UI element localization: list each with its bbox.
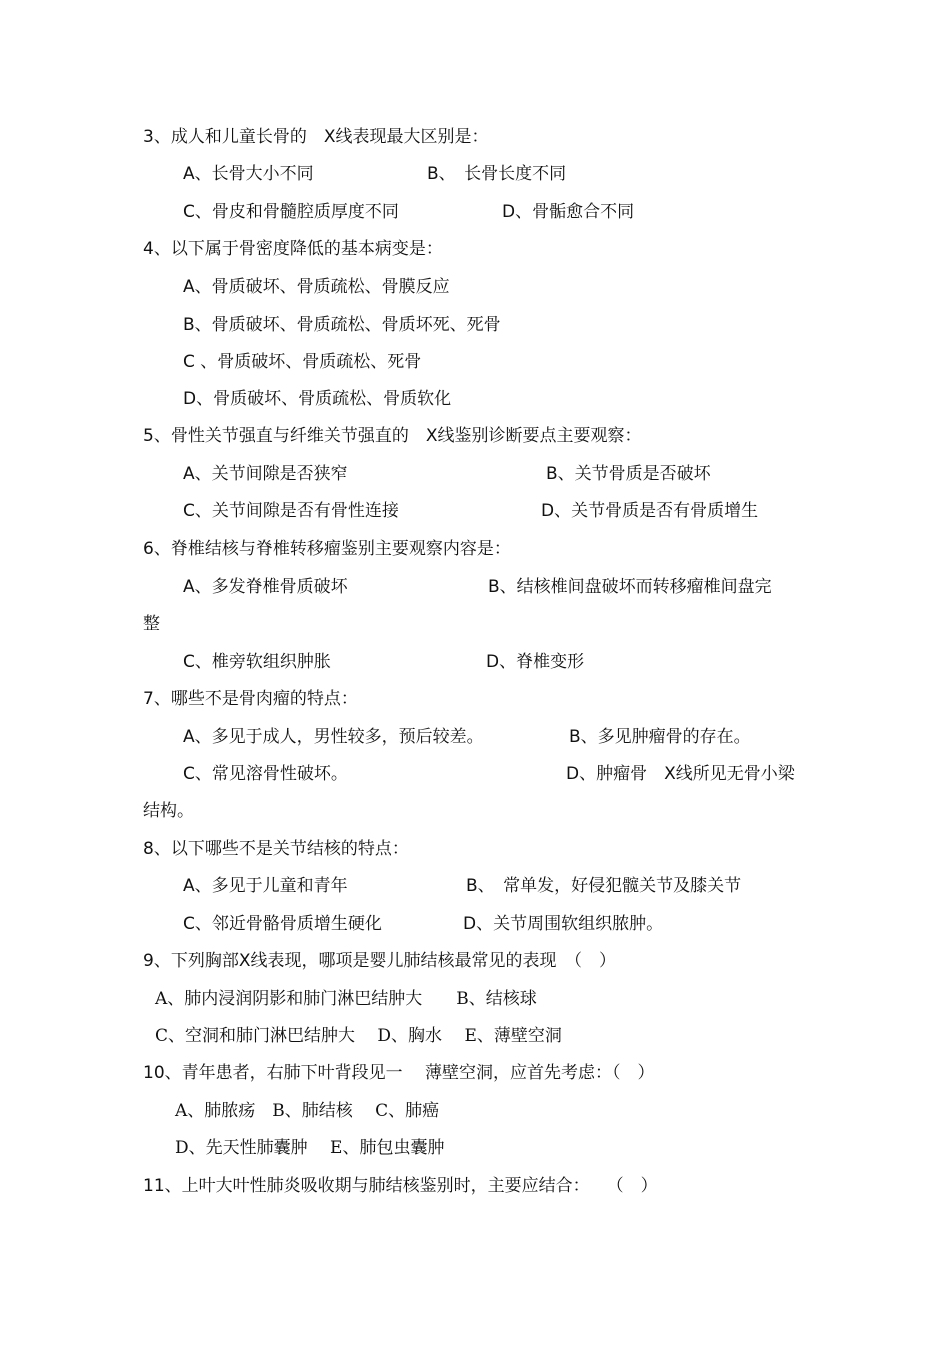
option-d: D、关节周围软组织脓肿。	[463, 914, 664, 934]
option-d: D、骨质破坏、骨质疏松、骨质软化	[183, 389, 452, 409]
question-stem: 7、哪些不是骨肉瘤的特点：	[143, 689, 358, 709]
option-a: A、多发脊椎骨质破坏	[183, 577, 348, 597]
question-stem: 11、上叶大叶性肺炎吸收期与肺结核鉴别时，主要应结合： （ ）	[143, 1176, 658, 1196]
option-d: D、关节骨质是否有骨质增生	[541, 501, 759, 521]
option-b: B、 常单发，好侵犯髋关节及膝关节	[466, 876, 742, 896]
option-a: A、关节间隙是否狭窄	[183, 464, 348, 484]
option-a: A、骨质破坏、骨质疏松、骨膜反应	[183, 277, 450, 297]
question-stem: 6、脊椎结核与脊椎转移瘤鉴别主要观察内容是：	[143, 539, 511, 559]
option-d: D、骨骺愈合不同	[502, 202, 635, 222]
option-b: B、骨质破坏、骨质疏松、骨质坏死、死骨	[183, 315, 501, 335]
options-ab: A、肺内浸润阴影和肺门淋巴结肿大 B、结核球	[155, 989, 537, 1009]
options-cde: C、空洞和肺门淋巴结肿大 D、胸水 E、薄壁空洞	[155, 1026, 562, 1046]
option-c: C、邻近骨骼骨质增生硬化	[183, 914, 382, 934]
option-a: A、多见于成人，男性较多，预后较差。	[183, 727, 484, 747]
option-b-continued: 整	[143, 614, 160, 634]
question-stem: 4、以下属于骨密度降低的基本病变是：	[143, 239, 443, 259]
option-c: C、椎旁软组织肿胀	[183, 652, 331, 672]
question-stem: 5、骨性关节强直与纤维关节强直的 X线鉴别诊断要点主要观察：	[143, 426, 642, 446]
option-c: C、骨皮和骨髓腔质厚度不同	[183, 202, 399, 222]
option-c: C、关节间隙是否有骨性连接	[183, 501, 399, 521]
options-de: D、先天性肺囊肿 E、肺包虫囊肿	[175, 1138, 445, 1158]
option-b: B、多见肿瘤骨的存在。	[569, 727, 751, 747]
question-stem: 3、成人和儿童长骨的 X线表现最大区别是：	[143, 127, 489, 147]
option-a: A、多见于儿童和青年	[183, 876, 348, 896]
option-d: D、脊椎变形	[486, 652, 585, 672]
option-c: C 、骨质破坏、骨质疏松、死骨	[183, 352, 422, 372]
option-b: B、结核椎间盘破坏而转移瘤椎间盘完	[488, 577, 772, 597]
option-b: B、关节骨质是否破坏	[546, 464, 711, 484]
option-a: A、长骨大小不同	[183, 164, 314, 184]
options-abc: A、肺脓疡 B、肺结核 C、肺癌	[175, 1101, 440, 1121]
option-d: D、肿瘤骨 X线所见无骨小梁	[566, 764, 795, 784]
question-stem: 10、青年患者，右肺下叶背段见一 薄壁空洞，应首先考虑：（ ）	[143, 1063, 655, 1083]
option-b: B、 长骨长度不同	[427, 164, 567, 184]
option-c: C、常见溶骨性破坏。	[183, 764, 348, 784]
option-d-continued: 结构。	[143, 801, 194, 821]
question-stem: 8、以下哪些不是关节结核的特点：	[143, 839, 409, 859]
question-stem: 9、下列胸部X线表现，哪项是婴儿肺结核最常见的表现 （ ）	[143, 951, 616, 971]
